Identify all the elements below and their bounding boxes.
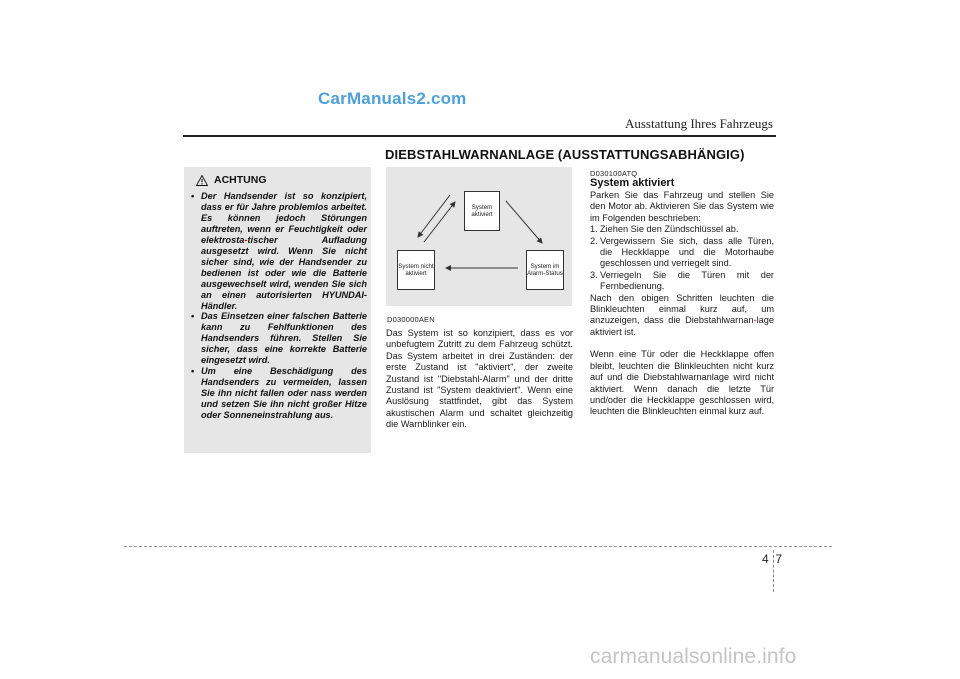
warning-item <box>191 191 367 311</box>
paragraph-gap <box>590 338 774 349</box>
col2-after-steps <box>590 293 774 339</box>
warning-box <box>184 167 371 453</box>
state-node-alarm: System im Alarm-Status <box>526 250 564 290</box>
watermark-bottom: carmanualsonline.info <box>590 645 797 668</box>
col2-after-text: Nach den obigen Schritten leuchten die Blinkleuchten einmal kurz auf, um anzuzeigen, dass die Diebstahlwarnan <box>590 292 774 326</box>
col2-body <box>590 190 774 418</box>
chapter-number: 4 <box>762 552 769 566</box>
step-text: Vergewissern Sie sich, dass alle Türen, die Heckklappe und die Motorhaube geschlossen und verriegelt sind. <box>600 235 774 269</box>
warning-item-text-cont: tischer Aufladung ausgesetzt wird. Wenn Sie nicht sicher sind, wie der Handsender zu bedienen ist oder wie die Batterie ausgewechselt wird, wenden Sie sich an einen autorisierten HYUNDAI-Händler. <box>201 234 367 311</box>
arrow-to-deactivated <box>418 195 450 237</box>
step-number: 3. <box>590 269 598 280</box>
page-in-chapter: 7 <box>775 552 783 566</box>
warning-heading-text: ACHTUNG <box>214 174 267 186</box>
col2-code: D030100ATQ <box>590 169 638 178</box>
watermark-top: CarManuals2.com <box>318 89 467 108</box>
col2-steps <box>590 224 774 292</box>
warning-triangle-icon <box>196 175 208 186</box>
state-node-activated: System aktiviert <box>464 191 500 231</box>
header-rule <box>183 135 776 137</box>
warning-item-text: Um eine Beschädigung des Handsenders zu vermeiden, lassen Sie ihn nicht fallen oder nass werden und setzen Sie ihn nicht großer Hitze oder Sonneneinstrahlung aus. <box>201 366 367 421</box>
step-number: 1. <box>590 224 598 235</box>
col1-paragraph: Das System ist so konzipiert, dass es vor unbefugtem Zutritt zu dem Fahrzeug schützt. Das System arbeitet in drei Zuständen: der erste Zustand ist "aktiviert", der zweite Zustand ist "Diebstahl-Alarm" und der dritte Zustand ist "System deaktiviert". Wenn eine Auslösung stattfindet, gibt das System akustischen Alarm und schaltet gleichzeitig die Warnblinker ein. <box>386 328 573 430</box>
warning-list <box>191 191 367 421</box>
step-item <box>590 270 774 293</box>
page-separator <box>773 550 774 592</box>
warning-item <box>191 311 367 366</box>
state-diagram <box>386 167 572 306</box>
footer-rule <box>124 546 832 547</box>
warning-item-hyphen: - <box>244 234 248 245</box>
section-title: DIEBSTAHLWARNANLAGE (AUSSTATTUNGSABHÄNGIG) <box>385 147 745 162</box>
state-node-deactivated: System nicht aktiviert <box>397 250 435 290</box>
warning-item <box>191 366 367 421</box>
warning-item-text: Der Handsender ist so konzipiert, dass er für Jahre problemlos arbeitet. Es können jedoch Störungen auftreten, wenn er Feuchtigkeit oder elektrosta <box>201 191 367 245</box>
col2-title: System aktiviert <box>590 177 675 189</box>
col2-para2: Wenn eine Tür oder die Heckklappe offen bleibt, leuchten die Blinkleuchten nicht kurz auf und die Diebstahlwarnanlage wird nicht aktiviert. Wenn danach die letzte Tür und/oder die Heckklappe geschlossen wird, leuchten die Blinkleuchten einmal kurz auf. <box>590 349 774 417</box>
step-item <box>590 236 774 270</box>
col2-after-text-cont: lage aktiviert ist. <box>590 315 774 337</box>
step-text: Verriegeln Sie die Türen mit der Fernbedienung. <box>600 269 774 292</box>
warning-item-text: Das Einsetzen einer falschen Batterie kann zu Fehlfunktionen des Handsenders führen. Stellen Sie sicher, dass eine korrekte Batterie eingesetzt wird. <box>201 311 367 366</box>
col2-after-hyphen: - <box>753 315 757 326</box>
arrow-to-alarm <box>506 201 542 243</box>
step-item <box>590 224 774 235</box>
step-text: Ziehen Sie den Zündschlüssel ab. <box>600 224 739 235</box>
warning-heading <box>196 174 267 186</box>
chapter-header-title: Ausstattung Ihres Fahrzeugs <box>624 116 773 131</box>
step-number: 2. <box>590 235 598 246</box>
col1-code: D030000AEN <box>387 315 435 324</box>
col2-intro: Parken Sie das Fahrzeug und stellen Sie den Motor ab. Aktivieren Sie das System wie im Folgenden beschrieben: <box>590 190 774 223</box>
